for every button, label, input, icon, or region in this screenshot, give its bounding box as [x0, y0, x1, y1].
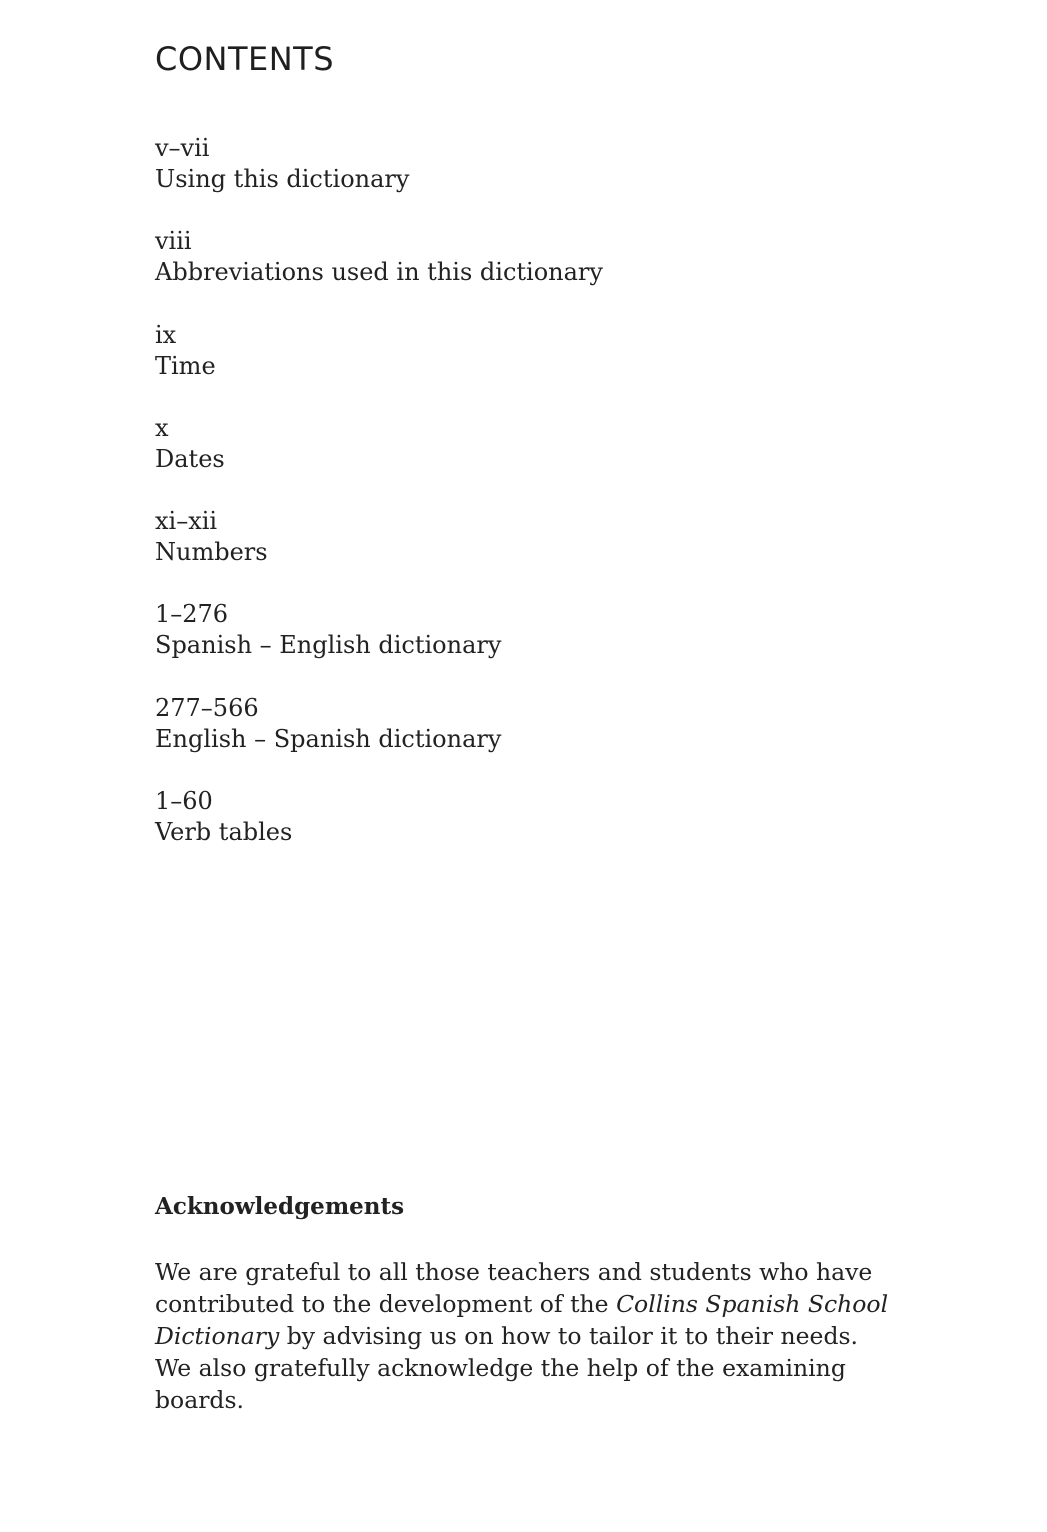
acknowledgements-text-end: by advising us on how to tailor it to their needs. We also gratefully acknowledge the help of the examining boards.	[155, 1322, 859, 1414]
toc-page-range: viii	[155, 227, 192, 256]
acknowledgements-heading: Acknowledgements	[155, 1193, 405, 1220]
toc-section-title: Numbers	[155, 538, 268, 567]
toc-entry	[155, 693, 603, 786]
toc-section-title: Time	[155, 351, 216, 380]
toc-entry	[155, 133, 603, 226]
acknowledgements-section	[155, 1190, 915, 1416]
acknowledgements-text-start: We are grateful to all those teachers and students who have contributed to the development of the	[155, 1258, 873, 1318]
acknowledgements-text	[155, 1256, 895, 1416]
toc-section-title: Verb tables	[155, 818, 293, 847]
contents-list	[155, 133, 603, 879]
toc-page-range: 1–60	[155, 787, 213, 816]
toc-page-range: x	[155, 413, 169, 442]
toc-entry	[155, 599, 603, 692]
toc-section-title: Using this dictionary	[155, 165, 410, 193]
toc-entry	[155, 226, 603, 319]
toc-page-range: xi–xii	[155, 507, 218, 536]
toc-section-title: Spanish – English dictionary	[155, 631, 502, 660]
page-title: CONTENTS	[155, 40, 335, 78]
book-title: Collins Spanish School Dictionary	[155, 1290, 889, 1350]
toc-section-title: Abbreviations used in this dictionary	[155, 258, 603, 287]
toc-page-range: v–vii	[155, 134, 210, 162]
toc-entry	[155, 413, 603, 506]
toc-page-range: ix	[155, 320, 177, 349]
toc-section-title: English – Spanish dictionary	[155, 724, 502, 753]
toc-entry	[155, 506, 603, 599]
toc-section-title: Dates	[155, 444, 225, 473]
toc-entry	[155, 786, 603, 879]
toc-page-range: 1–276	[155, 600, 229, 629]
toc-entry	[155, 320, 603, 413]
toc-page-range: 277–566	[155, 693, 259, 722]
